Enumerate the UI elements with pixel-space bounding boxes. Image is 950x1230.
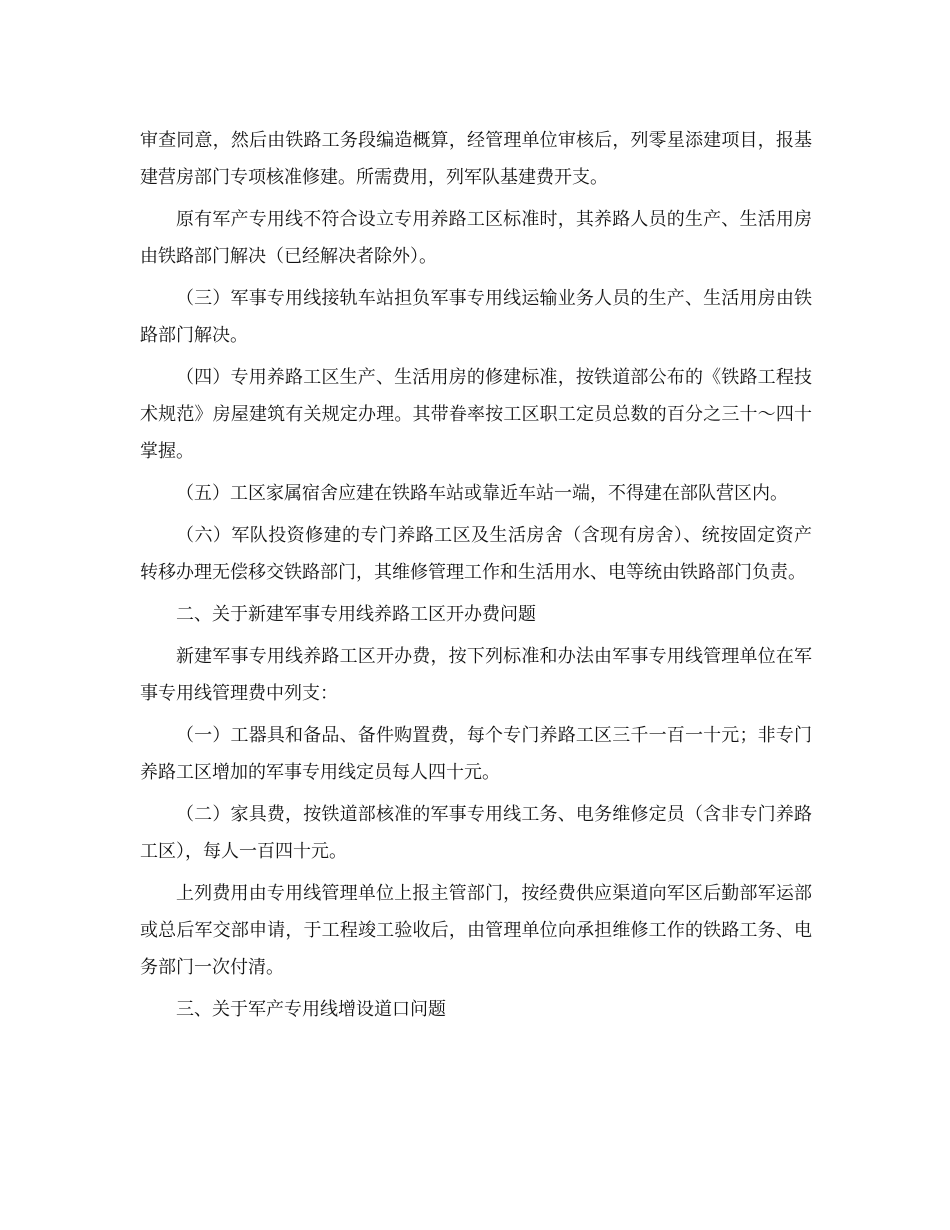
paragraph-fee-item-1: （一）工器具和备品、备件购置费，每个专门养路工区三千一百一十元；非专门养路工区增加的军事专用线定员每人四十元。 xyxy=(140,725,812,783)
paragraph-item-6: （六）军队投资修建的专门养路工区及生活房舍（含现有房舍）、统按固定资产转移办理无偿移交铁路部门，其维修管理工作和生活用水、电等统由铁路部门负责。 xyxy=(140,525,812,583)
paragraph-startup-fee: 新建军事专用线养路工区开办费，按下列标准和办法由军事专用线管理单位在军事专用线管理费中列支： xyxy=(140,646,812,704)
section-heading-2: 二、关于新建军事专用线养路工区开办费问题 xyxy=(176,604,536,625)
paragraph-item-5: （五）工区家属宿舍应建在铁路车站或靠近车站一端，不得建在部队营区内。 xyxy=(176,483,788,504)
paragraph-continuation: 审查同意，然后由铁路工务段编造概算，经管理单位审核后，列零星添建项目，报基建营房部门专项核准修建。所需费用，列军队基建费开支。 xyxy=(140,130,812,188)
section-heading-3: 三、关于军产专用线增设道口问题 xyxy=(176,999,446,1020)
paragraph-fee-payment: 上列费用由专用线管理单位上报主管部门，按经费供应渠道向军区后勤部军运部或总后军交部申请，于工程竣工验收后，由管理单位向承担维修工作的铁路工务、电务部门一次付清。 xyxy=(140,883,812,978)
paragraph-fee-item-2: （二）家具费，按铁道部核准的军事专用线工务、电务维修定员（含非专门养路工区），每人一百四十元。 xyxy=(140,804,812,862)
paragraph-item-4: （四）专用养路工区生产、生活用房的修建标准，按铁道部公布的《铁路工程技术规范》房屋建筑有关规定办理。其带眷率按工区职工定员总数的百分之三十～四十掌握。 xyxy=(140,367,812,462)
paragraph-original-line-housing: 原有军产专用线不符合设立专用养路工区标准时，其养路人员的生产、生活用房由铁路部门解决（已经解决者除外）。 xyxy=(140,209,812,267)
paragraph-item-3: （三）军事专用线接轨车站担负军事专用线运输业务人员的生产、生活用房由铁路部门解决。 xyxy=(140,288,812,346)
document-body xyxy=(140,122,812,1033)
